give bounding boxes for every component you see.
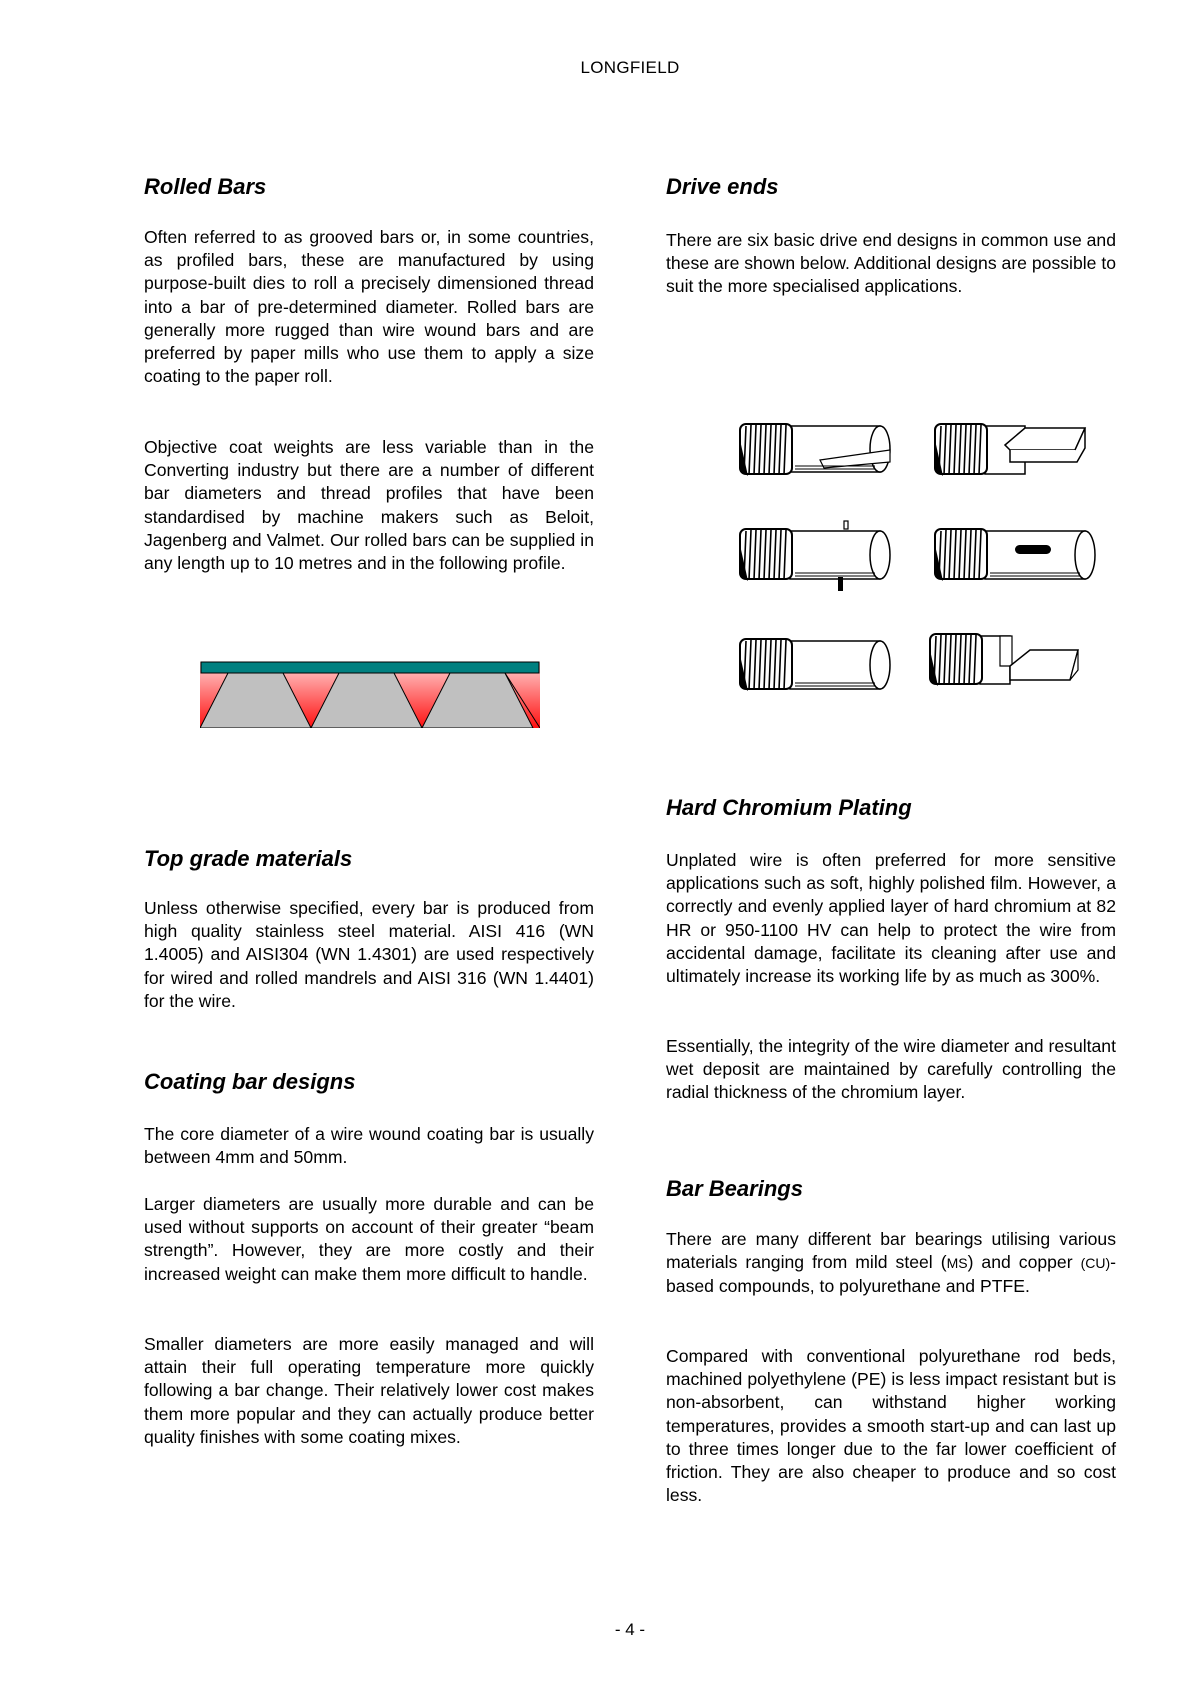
rolled-bars-para-1: Often referred to as grooved bars or, in some countries, as profiled bars, these are manufactured by using purpose-built dies to roll a precisely dimensioned thread into a bar of pre-determined diameter. Rolled bars are generally more rugged than wire wound bars and are preferred by paper mills who use them to apply a size coating to the paper roll. xyxy=(144,227,594,387)
abbrev-cu: (CU) xyxy=(1080,1255,1111,1272)
drive-end-half-flat-icon xyxy=(930,634,1078,686)
drive-end-plain-icon xyxy=(740,639,890,691)
chromium-para-1: Unplated wire is often preferred for more sensitive applications such as soft, highly polished film. However, a correctly and evenly applied layer of hard chromium at 82 HR or 950-1100 HV can help to protect the wire from accidental damage, facilitate its cleaning after use and ultimately increase its working life by as much as 300%. xyxy=(666,850,1116,987)
heading-rolled-bars: Rolled Bars xyxy=(144,174,267,199)
heading-coating-bar-designs: Coating bar designs xyxy=(144,1069,356,1094)
heading-bar-bearings: Bar Bearings xyxy=(666,1176,803,1201)
text-run: ) and copper xyxy=(967,1252,1081,1273)
drive-end-keyway-icon xyxy=(935,529,1095,581)
heading-top-grade-materials: Top grade materials xyxy=(144,846,353,871)
drive-ends-para-1: There are six basic drive end designs in common use and these are shown below. Additional designs are possible to suit the more specialised applications. xyxy=(666,230,1116,297)
page-number: - 4 - xyxy=(614,1620,646,1639)
chromium-para-2: Essentially, the integrity of the wire diameter and resultant wet deposit are maintained by carefully controlling the radial thickness of the chromium layer. xyxy=(666,1036,1116,1103)
drive-ends-illustration xyxy=(730,410,1100,720)
bar-bearings-para-1 xyxy=(666,1228,1116,1299)
heading-drive-ends: Drive ends xyxy=(666,174,779,199)
page-header: LONGFIELD xyxy=(580,58,680,77)
rolled-bar-profile-diagram xyxy=(200,650,540,728)
drive-end-tang-icon xyxy=(935,424,1085,476)
text-run: -based compounds, to polyurethane and PTFE. xyxy=(666,1252,1116,1297)
drive-end-slotted-icon xyxy=(740,424,890,476)
heading-hard-chromium-plating: Hard Chromium Plating xyxy=(666,795,912,820)
top-grade-para-1: Unless otherwise specified, every bar is produced from high quality stainless steel material. AISI 416 (WN 1.4005) and AISI304 (WN 1.4301) are used respectively for wired and rolled mandrels and AISI 316 (WN 1.4401) for the wire. xyxy=(144,898,594,1011)
text-run: There are many different bar bearings utilising various materials ranging from mild steel ( xyxy=(666,1229,1116,1273)
rolled-bars-para-2: Objective coat weights are less variable than in the Converting industry but there are a number of different bar diameters and thread profiles that have been standardised by machine makers such as Beloit, Jagenberg and Valmet. Our rolled bars can be supplied in any length up to 10 metres and in the following profile. xyxy=(144,437,594,574)
drive-end-cross-pin-icon xyxy=(740,521,890,591)
coating-para-2: Larger diameters are usually more durable and can be used without supports on account of their greater “beam strength”. However, they are more costly and their increased weight can make them more difficult to handle. xyxy=(144,1194,594,1284)
bar-bearings-para-2: Compared with conventional polyurethane rod beds, machined polyethylene (PE) is less impact resistant but is non-absorbent, can withstand higher working temperatures, provides a smooth start-up and can last up to three times longer due to the far lower coefficient of friction. They are also cheaper to produce and so cost less. xyxy=(666,1346,1116,1506)
abbrev-ms: MS xyxy=(946,1255,968,1272)
coating-para-1: The core diameter of a wire wound coating bar is usually between 4mm and 50mm. xyxy=(144,1124,594,1168)
coating-para-3: Smaller diameters are more easily managed and will attain their full operating temperature more quickly following a bar change. Their relatively lower cost makes them more popular and they can actually produce better quality finishes with some coating mixes. xyxy=(144,1334,594,1447)
